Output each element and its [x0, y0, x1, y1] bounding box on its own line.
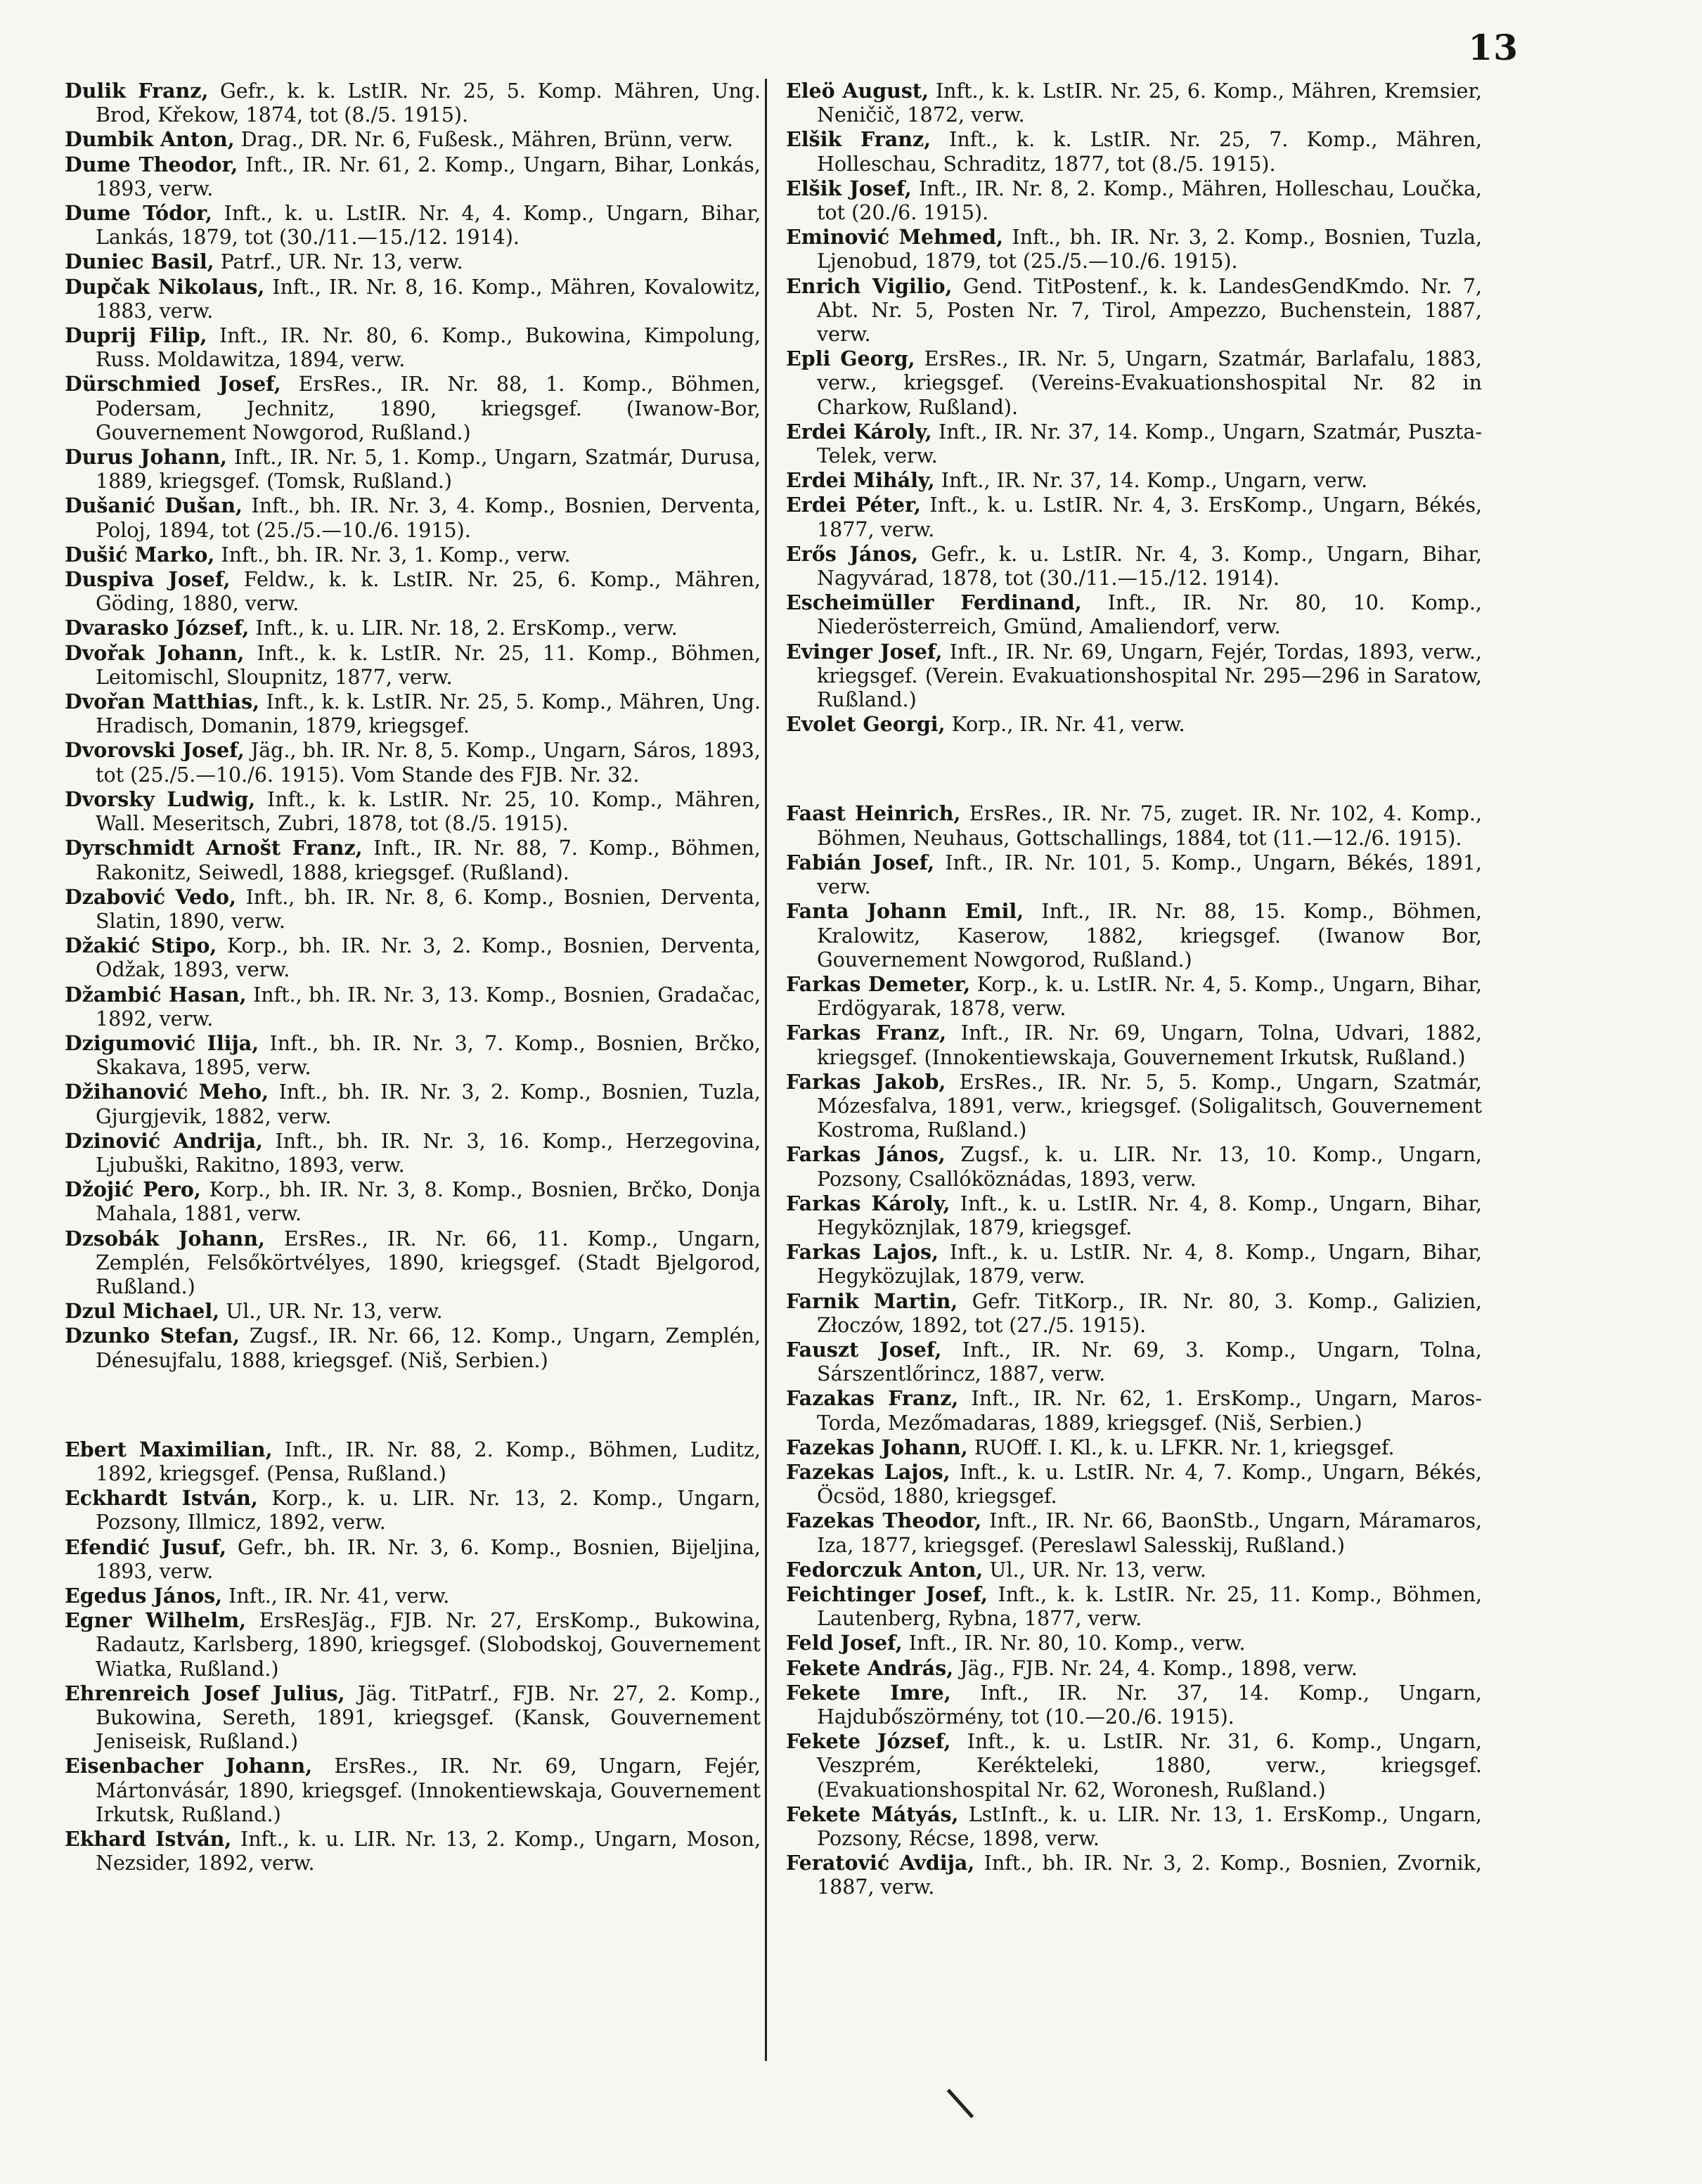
- entry-name: Egedus János,: [65, 1583, 223, 1608]
- entry-details: Korp., IR. Nr. 41, verw.: [951, 713, 1185, 737]
- section-e-entries: [786, 79, 1482, 737]
- entry-name: Fazakas Franz,: [786, 1386, 959, 1411]
- register-entry: [65, 738, 761, 787]
- entry-details: Inft., IR. Nr. 88, 15. Komp., Böhmen, Kralowitz, Kaserow, 1882, kriegsgef. (Iwanow Bor, Gouvernement Nowgorod, Rußland.): [817, 900, 1483, 971]
- print-smudge: [947, 2089, 974, 2119]
- register-entry: [786, 1631, 1482, 1655]
- entry-details: Drag., DR. Nr. 6, Fußesk., Mähren, Brünn, verw.: [240, 128, 733, 152]
- entry-details: Korp., bh. IR. Nr. 3, 8. Komp., Bosnien, Brčko, Donja Mahala, 1881, verw.: [96, 1178, 761, 1226]
- entry-details: Inft., IR. Nr. 101, 5. Komp., Ungarn, Békés, 1891, verw.: [817, 851, 1483, 899]
- entry-name: Farnik Martin,: [786, 1288, 958, 1313]
- entry-details: Inft., k. u. LstIR. Nr. 4, 8. Komp., Ungarn, Bihar, Hegyköznjlak, 1879, kriegsgef.: [817, 1191, 1482, 1239]
- register-entry: [786, 79, 1482, 127]
- entry-details: Inft., IR. Nr. 37, 14. Komp., Ungarn, Szatmár, Puszta-Telek, verw.: [817, 420, 1483, 468]
- register-entry: [786, 1582, 1482, 1631]
- register-entry: [65, 690, 761, 738]
- register-entry: [65, 1754, 761, 1827]
- entry-name: Fekete József,: [786, 1729, 951, 1754]
- entry-details: Inft., bh. IR. Nr. 3, 2. Komp., Bosnien, Zvornik, 1887, verw.: [817, 1852, 1482, 1899]
- register-entry: [786, 1802, 1482, 1851]
- register-entry: [786, 420, 1482, 468]
- register-entry: [65, 1608, 761, 1681]
- register-entry: [786, 1289, 1482, 1338]
- entry-name: Ehrenreich Josef Julius,: [65, 1681, 345, 1705]
- entry-details: Inft., IR. Nr. 8, 16. Komp., Mähren, Kovalowitz, 1883, verw.: [96, 275, 761, 323]
- register-entry: [65, 543, 761, 567]
- section-e-entries: [65, 1437, 761, 1876]
- column-divider: [765, 79, 767, 2061]
- entry-name: Elšik Franz,: [786, 127, 931, 152]
- entry-name: Dzigumović Ilija,: [65, 1030, 259, 1055]
- entry-details: Inft., k. k. LstIR. Nr. 25, 7. Komp., Mähren, Holleschau, Schraditz, 1877, tot (8./5. 1915).: [817, 128, 1482, 176]
- section-d-entries: [65, 79, 761, 1373]
- entry-details: Inft., IR. Nr. 62, 1. ErsKomp., Ungarn, Maros-Torda, Mezőmadaras, 1889, kriegsgef. (Niš, Serbien.): [817, 1387, 1483, 1435]
- entry-name: Faast Heinrich,: [786, 801, 961, 826]
- entry-details: ErsRes., IR. Nr. 66, 11. Komp., Ungarn, Zemplén, Felsőkörtvélyes, 1890, kriegsgef. (Stadt Bjelgorod, Rußland.): [96, 1227, 761, 1298]
- register-entry: [786, 1142, 1482, 1191]
- register-entry: [65, 1681, 761, 1755]
- entry-name: Feld Josef,: [786, 1631, 903, 1655]
- entry-details: Inft., k. k. LstIR. Nr. 25, 11. Komp., Böhmen, Lautenberg, Rybna, 1877, verw.: [817, 1582, 1482, 1631]
- entry-name: Dupčak Nikolaus,: [65, 274, 265, 299]
- entry-details: Inft., bh. IR. Nr. 3, 2. Komp., Bosnien, Tuzla, Ljenobud, 1879, tot (25./5.—10./6. 1915).: [817, 226, 1483, 273]
- entry-details: Gefr. TitKorp., IR. Nr. 80, 3. Komp., Galizien, Złoczów, 1892, tot (27./5. 1915).: [817, 1289, 1482, 1337]
- entry-details: Inft., IR. Nr. 80, 6. Komp., Bukowina, Kimpolung, Russ. Moldawitza, 1894, verw.: [96, 324, 761, 372]
- entry-name: Dume Theodor,: [65, 152, 238, 176]
- entry-name: Erdei Károly,: [786, 419, 932, 444]
- entry-name: Erős János,: [786, 541, 919, 566]
- entry-name: Eminović Mehmed,: [786, 225, 1004, 250]
- register-entry: [786, 712, 1482, 737]
- entry-details: Inft., IR. Nr. 80, 10. Komp., Niederösterreich, Gmünd, Amaliendorf, verw.: [817, 591, 1482, 639]
- register-entry: [65, 445, 761, 493]
- register-entry: [786, 274, 1482, 347]
- register-entry: [786, 1021, 1482, 1069]
- entry-details: Gefr., bh. IR. Nr. 3, 6. Komp., Bosnien, Bijeljina, 1893, verw.: [96, 1535, 761, 1583]
- entry-details: Inft., IR. Nr. 37, 14. Komp., Ungarn, Hajdubőszörmény, tot (10.—20./6. 1915).: [817, 1681, 1482, 1729]
- entry-details: ErsResJäg., FJB. Nr. 27, ErsKomp., Bukowina, Radautz, Karlsberg, 1890, kriegsgef. (Slobodskoj, Gouvernement Wiatka, Rußland.): [96, 1609, 761, 1681]
- register-entry: [65, 1486, 761, 1534]
- entry-details: Inft., IR. Nr. 69, 3. Komp., Ungarn, Tolna, Sárszentlőrincz, 1887, verw.: [817, 1338, 1482, 1386]
- entry-details: Patrf., UR. Nr. 13, verw.: [220, 250, 463, 274]
- entry-name: Farkas Demeter,: [786, 971, 971, 996]
- entry-name: Dušić Marko,: [65, 542, 215, 567]
- register-entry: [786, 1656, 1482, 1681]
- entry-details: Inft., k. k. LstIR. Nr. 25, 5. Komp., Mähren, Ung. Hradisch, Domanin, 1879, kriegsgef.: [96, 690, 761, 738]
- register-entry: [786, 542, 1482, 590]
- entry-name: Fabián Josef,: [786, 850, 935, 874]
- register-entry: [786, 801, 1482, 850]
- entry-details: Jäg. TitPatrf., FJB. Nr. 27, 2. Komp., Bukowina, Sereth, 1891, kriegsgef. (Kansk, Gouvernement Jeniseisk, Rußland.): [96, 1681, 761, 1754]
- right-column: [786, 79, 1482, 1900]
- entry-name: Farkas Károly,: [786, 1191, 950, 1215]
- entry-name: Fekete Imre,: [786, 1680, 951, 1705]
- entry-name: Dzinović Andrija,: [65, 1128, 263, 1153]
- register-entry: [65, 201, 761, 250]
- entry-details: Jäg., bh. IR. Nr. 8, 5. Komp., Ungarn, Sáros, 1893, tot (25./5.—10./6. 1915). Vom Stande des FJB. Nr. 32.: [96, 739, 761, 787]
- entry-details: RUOff. I. Kl., k. u. LFKR. Nr. 1, kriegsgef.: [974, 1435, 1395, 1459]
- register-entry: [65, 1129, 761, 1177]
- entry-name: Dzabović Vedo,: [65, 884, 236, 909]
- register-entry: [786, 1191, 1482, 1240]
- entry-name: Egner Wilhelm,: [65, 1608, 247, 1633]
- entry-details: Inft., bh. IR. Nr. 3, 1. Komp., verw.: [221, 543, 571, 567]
- entry-name: Feichtinger Josef,: [786, 1582, 988, 1606]
- entry-details: Gend. TitPostenf., k. k. LandesGendKmdo. Nr. 7, Abt. Nr. 5, Posten Nr. 7, Tirol, Ampezzo, Buchenstein, 1887, verw.: [817, 274, 1483, 347]
- register-entry: [65, 1437, 761, 1486]
- entry-details: ErsRes., IR. Nr. 5, Ungarn, Szatmár, Barlafalu, 1883, verw., kriegsgef. (Vereins-Evakuationshospital Nr. 82 in Charkow, Rußland).: [817, 347, 1482, 419]
- entry-name: Dzul Michael,: [65, 1299, 220, 1324]
- entry-name: Elšik Josef,: [786, 176, 912, 200]
- register-entry: [65, 641, 761, 690]
- entry-name: Escheimüller Ferdinand,: [786, 590, 1082, 615]
- entry-name: Eleö August,: [786, 79, 929, 103]
- entry-details: Inft., k. u. LIR. Nr. 18, 2. ErsKomp., verw.: [255, 616, 678, 640]
- register-entry: [786, 851, 1482, 899]
- entry-name: Duprij Filip,: [65, 323, 207, 348]
- register-entry: [65, 323, 761, 372]
- entry-name: Epli Georg,: [786, 347, 915, 371]
- register-entry: [65, 275, 761, 323]
- entry-details: Inft., IR. Nr. 88, 7. Komp., Böhmen, Rakonitz, Seiwedl, 1888, kriegsgef. (Rußland).: [96, 836, 761, 884]
- register-entry: [786, 1435, 1482, 1460]
- entry-name: Erdei Péter,: [786, 493, 921, 517]
- register-entry: [786, 1729, 1482, 1802]
- entry-name: Erdei Mihály,: [786, 468, 935, 493]
- entry-details: Inft., k. u. LstIR. Nr. 4, 8. Komp., Ungarn, Bihar, Hegyközujlak, 1879, verw.: [817, 1241, 1482, 1288]
- register-entry: [65, 616, 761, 640]
- entry-name: Duniec Basil,: [65, 250, 214, 274]
- register-entry: [65, 372, 761, 445]
- entry-details: Inft., k. k. LstIR. Nr. 25, 11. Komp., Böhmen, Leitomischl, Sloupnitz, 1877, verw.: [96, 641, 761, 689]
- entry-details: Inft., k. u. LstIR. Nr. 4, 3. ErsKomp., Ungarn, Békés, 1877, verw.: [817, 493, 1482, 541]
- section-f-entries: [786, 801, 1482, 1899]
- register-entry: [65, 1080, 761, 1128]
- entry-details: Inft., IR. Nr. 37, 14. Komp., Ungarn, verw.: [941, 469, 1368, 493]
- register-entry: [786, 1240, 1482, 1288]
- register-entry: [65, 1324, 761, 1372]
- entry-name: Džojić Pero,: [65, 1177, 201, 1202]
- entry-details: Korp., k. u. LstIR. Nr. 4, 5. Komp., Ungarn, Bihar, Erdögyarak, 1878, verw.: [817, 972, 1482, 1021]
- entry-details: Gefr., k. k. LstIR. Nr. 25, 5. Komp. Mähren, Ung. Brod, Křekow, 1874, tot (8./5. 1915).: [96, 79, 761, 127]
- entry-details: Zugsf., IR. Nr. 66, 12. Komp., Ungarn, Zemplén, Dénesujfalu, 1888, kriegsgef. (Niš, Serbien.): [96, 1324, 761, 1372]
- entry-name: Fekete Mátyás,: [786, 1802, 959, 1826]
- entry-details: ErsRes., IR. Nr. 69, Ungarn, Fejér, Mártonvásár, 1890, kriegsgef. (Innokentiewskaja, Gouvernement Irkutsk, Rußland.): [96, 1755, 761, 1826]
- entry-name: Dzsobák Johann,: [65, 1226, 265, 1251]
- register-entry: [786, 972, 1482, 1021]
- section-gap: [65, 1373, 761, 1437]
- entry-details: Inft., IR. Nr. 5, 1. Komp., Ungarn, Szatmár, Durusa, 1889, kriegsgef. (Tomsk, Rußland.): [96, 446, 761, 493]
- entry-details: Inft., bh. IR. Nr. 8, 6. Komp., Bosnien, Derventa, Slatin, 1890, verw.: [96, 885, 761, 933]
- entry-name: Evinger Josef,: [786, 639, 943, 664]
- register-entry: [65, 1177, 761, 1226]
- entry-details: Inft., IR. Nr. 8, 2. Komp., Mähren, Holleschau, Loučka, tot (20./6. 1915).: [817, 176, 1482, 225]
- register-entry: [786, 1851, 1482, 1899]
- entry-name: Feratović Avdija,: [786, 1851, 975, 1875]
- entry-details: Ul., UR. Nr. 13, verw.: [989, 1558, 1206, 1582]
- entry-name: Fazekas Theodor,: [786, 1508, 982, 1533]
- entry-name: Džihanović Meho,: [65, 1080, 269, 1104]
- register-entry: [65, 983, 761, 1031]
- register-entry: [65, 1827, 761, 1875]
- register-entry: [65, 127, 761, 152]
- entry-details: Inft., bh. IR. Nr. 3, 13. Komp., Bosnien, Gradačac, 1892, verw.: [96, 983, 761, 1030]
- register-entry: [786, 176, 1482, 225]
- entry-name: Dürschmied Josef,: [65, 372, 281, 396]
- entry-details: Feldw., k. k. LstIR. Nr. 25, 6. Komp., Mähren, Göding, 1880, verw.: [96, 568, 761, 616]
- entry-name: Farkas Franz,: [786, 1021, 947, 1045]
- register-entry: [65, 1299, 761, 1324]
- register-entry: [786, 899, 1482, 972]
- entry-name: Efendić Jusuf,: [65, 1534, 227, 1559]
- entry-details: Ul., UR. Nr. 13, verw.: [226, 1300, 443, 1324]
- entry-details: Inft., k. u. LstIR. Nr. 4, 4. Komp., Ungarn, Bihar, Lankás, 1879, tot (30./11.—15./12. 1914).: [96, 202, 761, 250]
- entry-name: Dvorovski Josef,: [65, 738, 245, 763]
- register-entry: [786, 640, 1482, 713]
- register-entry: [786, 1508, 1482, 1557]
- entry-details: Inft., k. u. LstIR. Nr. 31, 6. Komp., Ungarn, Veszprém, Kerékteleki, 1880, verw., kriegsgef. (Evakuationshospital Nr. 62, Woronesh, Rußland.): [817, 1730, 1482, 1802]
- entry-name: Fekete András,: [786, 1655, 954, 1680]
- register-entry: [65, 787, 761, 836]
- register-entry: [65, 250, 761, 274]
- entry-name: Dulik Franz,: [65, 79, 209, 103]
- entry-name: Eisenbacher Johann,: [65, 1754, 313, 1778]
- left-column: [65, 79, 761, 1875]
- entry-name: Dušanić Dušan,: [65, 493, 243, 518]
- entry-name: Dume Tódor,: [65, 201, 212, 226]
- entry-name: Evolet Georgi,: [786, 712, 946, 737]
- register-entry: [786, 127, 1482, 176]
- entry-name: Ekhard István,: [65, 1827, 232, 1852]
- register-entry: [65, 1535, 761, 1584]
- register-entry: [65, 1227, 761, 1300]
- register-entry: [786, 1460, 1482, 1508]
- register-entry: [786, 347, 1482, 420]
- entry-name: Farkas Jakob,: [786, 1069, 946, 1094]
- entry-name: Dumbik Anton,: [65, 127, 235, 152]
- register-entry: [786, 1681, 1482, 1729]
- register-entry: [786, 1070, 1482, 1143]
- entry-details: ErsRes., IR. Nr. 5, 5. Komp., Ungarn, Szatmár, Mózesfalva, 1891, verw., kriegsgef. (Soligalitsch, Gouvernement Kostroma, Rußland.): [817, 1070, 1482, 1142]
- entry-details: Inft., IR. Nr. 88, 2. Komp., Böhmen, Luditz, 1892, kriegsgef. (Pensa, Rußland.): [96, 1437, 761, 1485]
- register-entry: [65, 885, 761, 933]
- register-entry: [786, 493, 1482, 541]
- entry-name: Farkas Lajos,: [786, 1240, 939, 1265]
- entry-name: Durus Johann,: [65, 445, 227, 470]
- entry-details: Zugsf., k. u. LIR. Nr. 13, 10. Komp., Ungarn, Pozsony, Csallóköznádas, 1893, verw.: [817, 1143, 1482, 1191]
- entry-name: Enrich Vigilio,: [786, 273, 953, 298]
- entry-details: Inft., k. u. LstIR. Nr. 4, 7. Komp., Ungarn, Békés, Öcsöd, 1880, kriegsgef.: [817, 1460, 1483, 1508]
- register-entry: [65, 836, 761, 884]
- entry-name: Dvořak Johann,: [65, 640, 245, 665]
- entry-details: Inft., IR. Nr. 80, 10. Komp., verw.: [908, 1631, 1246, 1655]
- entry-details: Inft., IR. Nr. 69, Ungarn, Tolna, Udvari, 1882, kriegsgef. (Innokentiewskaja, Gouvernement Irkutsk, Rußland.): [817, 1021, 1483, 1069]
- entry-details: Gefr., k. u. LstIR. Nr. 4, 3. Komp., Ungarn, Bihar, Nagyvárad, 1878, tot (30./11.—15./12. 1914).: [817, 542, 1483, 590]
- register-entry: [786, 225, 1482, 273]
- register-entry: [786, 590, 1482, 639]
- entry-name: Fanta Johann Emil,: [786, 899, 1024, 924]
- entry-name: Dyrschmidt Arnošt Franz,: [65, 836, 363, 860]
- register-entry: [65, 1584, 761, 1608]
- entry-details: Inft., bh. IR. Nr. 3, 2. Komp., Bosnien, Tuzla, Gjurgjevik, 1882, verw.: [96, 1080, 761, 1128]
- register-entry: [65, 79, 761, 127]
- entry-name: Džakić Stipo,: [65, 933, 217, 958]
- entry-name: Fedorczuk Anton,: [786, 1557, 984, 1582]
- entry-name: Dvořan Matthias,: [65, 690, 260, 714]
- entry-details: Inft., IR. Nr. 61, 2. Komp., Ungarn, Bihar, Lonkás, 1893, verw.: [96, 153, 761, 200]
- register-entry: [65, 933, 761, 982]
- register-entry: [786, 468, 1482, 493]
- entry-details: Inft., bh. IR. Nr. 3, 4. Komp., Bosnien, Derventa, Poloj, 1894, tot (25./5.—10./6. 1915).: [96, 494, 761, 542]
- register-entry: [786, 1558, 1482, 1582]
- entry-name: Džambić Hasan,: [65, 982, 247, 1007]
- entry-details: Inft., k. k. LstIR. Nr. 25, 6. Komp., Mähren, Kremsier, Neničič, 1872, verw.: [817, 79, 1483, 127]
- entry-name: Fazekas Lajos,: [786, 1459, 950, 1484]
- entry-details: Inft., IR. Nr. 66, BaonStb., Ungarn, Máramaros, Iza, 1877, kriegsgef. (Pereslawl Salesskij, Rußland.): [817, 1509, 1483, 1557]
- entry-details: Inft., k. u. LIR. Nr. 13, 2. Komp., Ungarn, Moson, Nezsider, 1892, verw.: [96, 1828, 761, 1875]
- entry-name: Farkas János,: [786, 1142, 946, 1167]
- register-entry: [65, 153, 761, 201]
- entry-name: Eckhardt István,: [65, 1486, 258, 1511]
- entry-name: Fauszt Josef,: [786, 1337, 942, 1362]
- register-entry: [786, 1338, 1482, 1386]
- entry-details: Inft., IR. Nr. 41, verw.: [228, 1584, 450, 1608]
- entry-details: LstInft., k. u. LIR. Nr. 13, 1. ErsKomp., Ungarn, Pozsony, Récse, 1898, verw.: [817, 1802, 1482, 1851]
- entry-name: Ebert Maximilian,: [65, 1437, 273, 1461]
- entry-details: Inft., bh. IR. Nr. 3, 7. Komp., Bosnien, Brčko, Skakava, 1895, verw.: [96, 1031, 761, 1080]
- register-entry: [65, 493, 761, 542]
- entry-details: Inft., IR. Nr. 69, Ungarn, Fejér, Tordas, 1893, verw., kriegsgef. (Verein. Evakuationshospital Nr. 295—296 in Saratow, Rußland.): [817, 640, 1482, 712]
- entry-name: Duspiva Josef,: [65, 567, 231, 592]
- entry-details: Korp., bh. IR. Nr. 3, 2. Komp., Bosnien, Derventa, Odžak, 1893, verw.: [96, 934, 761, 982]
- register-entry: [65, 567, 761, 616]
- entry-name: Dvorsky Ludwig,: [65, 787, 256, 811]
- entry-name: Fazekas Johann,: [786, 1435, 968, 1459]
- entry-name: Dzunko Stefan,: [65, 1324, 240, 1348]
- entry-details: Korp., k. u. LIR. Nr. 13, 2. Komp., Ungarn, Pozsony, Illmicz, 1892, verw.: [96, 1487, 761, 1534]
- entry-details: ErsRes., IR. Nr. 75, zuget. IR. Nr. 102, 4. Komp., Böhmen, Neuhaus, Gottschallings, 1884, tot (11.—12./6. 1915).: [817, 802, 1483, 850]
- entry-details: Inft., bh. IR. Nr. 3, 16. Komp., Herzegovina, Ljubuški, Rakitno, 1893, verw.: [96, 1129, 761, 1177]
- entry-details: Inft., k. k. LstIR. Nr. 25, 10. Komp., Mähren, Wall. Meseritsch, Zubri, 1878, tot (8./5. 1915).: [96, 787, 761, 836]
- register-entry: [65, 1031, 761, 1080]
- section-gap: [786, 737, 1482, 801]
- entry-name: Dvarasko József,: [65, 616, 250, 640]
- entry-details: ErsRes., IR. Nr. 88, 1. Komp., Böhmen, Podersam, Jechnitz, 1890, kriegsgef. (Iwanow-Bor, Gouvernement Nowgorod, Rußland.): [96, 373, 761, 444]
- entry-details: Jäg., FJB. Nr. 24, 4. Komp., 1898, verw.: [960, 1656, 1358, 1680]
- page-number: 13: [1468, 27, 1519, 68]
- register-entry: [786, 1386, 1482, 1435]
